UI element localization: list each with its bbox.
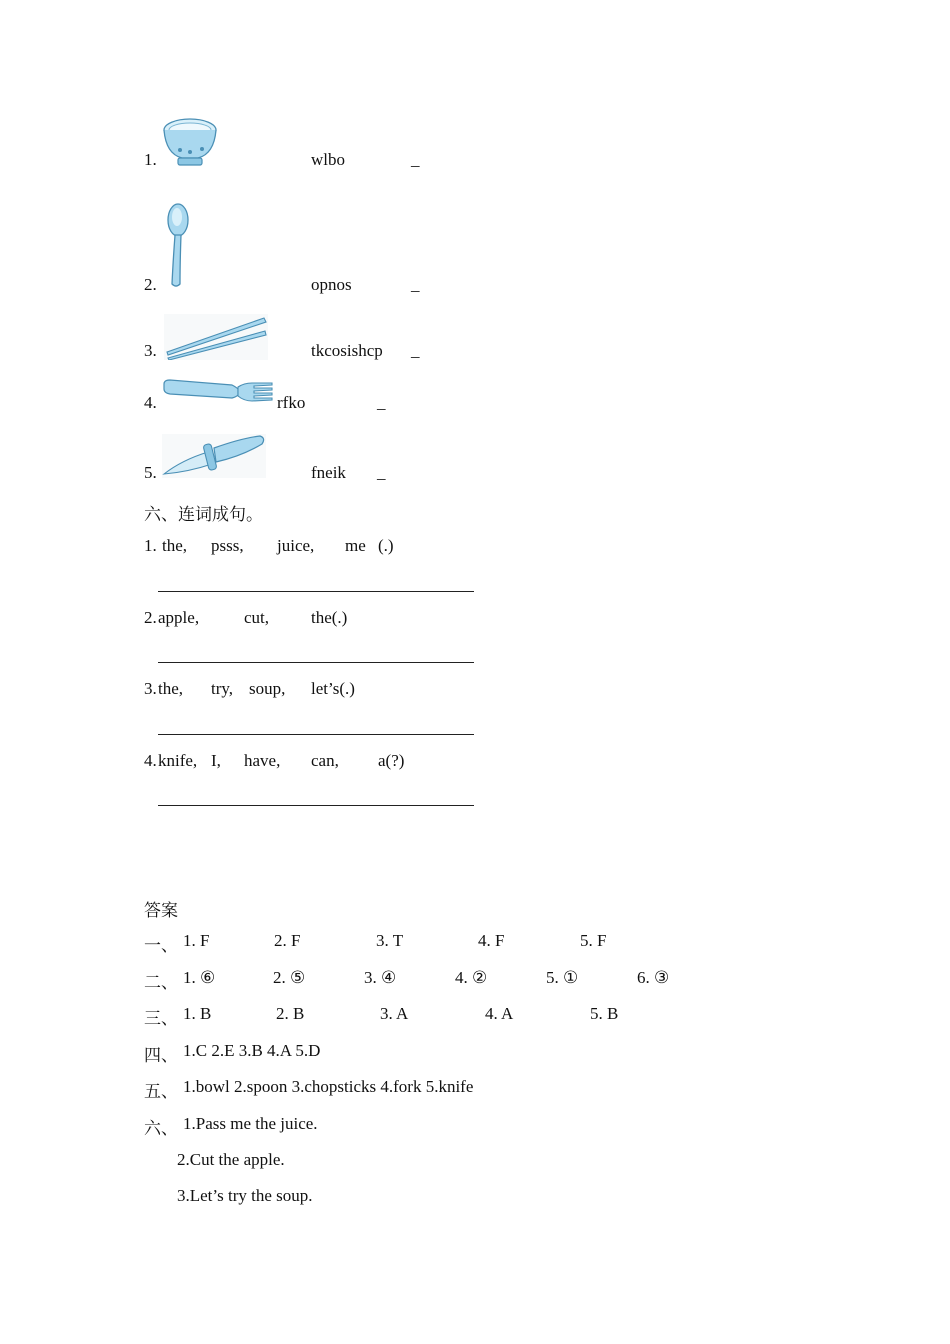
answer-blank[interactable]: _	[411, 275, 420, 294]
scrambled-word: rfko	[277, 393, 306, 412]
question-number: 2.	[144, 608, 157, 627]
chopsticks-icon	[164, 314, 268, 360]
answer-item: 4. F	[478, 931, 505, 950]
word: (.)	[378, 536, 394, 555]
word: try,	[211, 679, 234, 698]
answer-line[interactable]	[158, 662, 474, 663]
answer-section-label: 三、	[144, 1009, 178, 1029]
word: cut,	[244, 608, 270, 627]
item-number: 2.	[144, 275, 157, 294]
word: juice,	[277, 536, 315, 555]
item-number: 4.	[144, 393, 157, 412]
answer-item: 4. ②	[455, 968, 488, 987]
item-number: 5.	[144, 463, 157, 482]
answers-heading: 答案	[144, 901, 178, 921]
word: a(?)	[378, 751, 405, 770]
answer-item: 4. A	[485, 1004, 514, 1023]
answer-text: 1.C 2.E 3.B 4.A 5.D	[183, 1041, 321, 1060]
answer-item: 5. ①	[546, 968, 579, 987]
answer-section-label: 四、	[144, 1046, 178, 1066]
answer-section-label: 二、	[144, 973, 178, 993]
word: apple,	[158, 608, 200, 627]
answer-item: 2. B	[276, 1004, 305, 1023]
answer-line[interactable]	[158, 805, 474, 806]
answer-text: 1.bowl 2.spoon 3.chopsticks 4.fork 5.knife	[183, 1077, 474, 1096]
word: I,	[211, 751, 221, 770]
word: let’s(.)	[311, 679, 355, 698]
answer-item: 6. ③	[637, 968, 670, 987]
scrambled-word: opnos	[311, 275, 352, 294]
word: the,	[158, 679, 184, 698]
word: the(.)	[311, 608, 348, 627]
answer-item: 2. F	[274, 931, 301, 950]
answer-line[interactable]	[158, 591, 474, 592]
item-number: 1.	[144, 150, 157, 169]
question-number: 1.	[144, 536, 157, 555]
word: the,	[162, 536, 188, 555]
word: can,	[311, 751, 339, 770]
word: psss,	[211, 536, 244, 555]
answer-item: 2. ⑤	[273, 968, 306, 987]
bowl-icon	[162, 116, 218, 168]
word: knife,	[158, 751, 198, 770]
item-number: 3.	[144, 341, 157, 360]
answer-section-label: 一、	[144, 936, 178, 956]
answer-section-label: 六、	[144, 1119, 178, 1139]
question-number: 4.	[144, 751, 157, 770]
answer-item: 5. F	[580, 931, 607, 950]
answer-blank[interactable]: _	[377, 393, 386, 412]
answer-item: 1. B	[183, 1004, 212, 1023]
word: have,	[244, 751, 281, 770]
answer-item: 3. T	[376, 931, 404, 950]
word: soup,	[249, 679, 286, 698]
answer-item: 1. ⑥	[183, 968, 216, 987]
scrambled-word: tkcosishcp	[311, 341, 383, 360]
answer-blank[interactable]: _	[411, 341, 420, 360]
fork-icon	[162, 377, 274, 407]
question-number: 3.	[144, 679, 157, 698]
scrambled-word: fneik	[311, 463, 346, 482]
answer-blank[interactable]: _	[377, 463, 386, 482]
answer-item: 5. B	[590, 1004, 619, 1023]
answer-line-text: 3.Let’s try the soup.	[177, 1186, 313, 1205]
spoon-icon	[164, 202, 192, 290]
section-heading: 六、连词成句。	[144, 505, 263, 525]
answer-section-label: 五、	[144, 1082, 178, 1102]
answer-line-text: 2.Cut the apple.	[177, 1150, 285, 1169]
answer-item: 3. A	[380, 1004, 409, 1023]
word: me	[345, 536, 366, 555]
answer-line[interactable]	[158, 734, 474, 735]
answer-blank[interactable]: _	[411, 150, 420, 169]
knife-icon	[162, 434, 266, 478]
answer-line-text: 1.Pass me the juice.	[183, 1114, 318, 1133]
answer-item: 3. ④	[364, 968, 397, 987]
answer-item: 1. F	[183, 931, 210, 950]
scrambled-word: wlbo	[311, 150, 345, 169]
